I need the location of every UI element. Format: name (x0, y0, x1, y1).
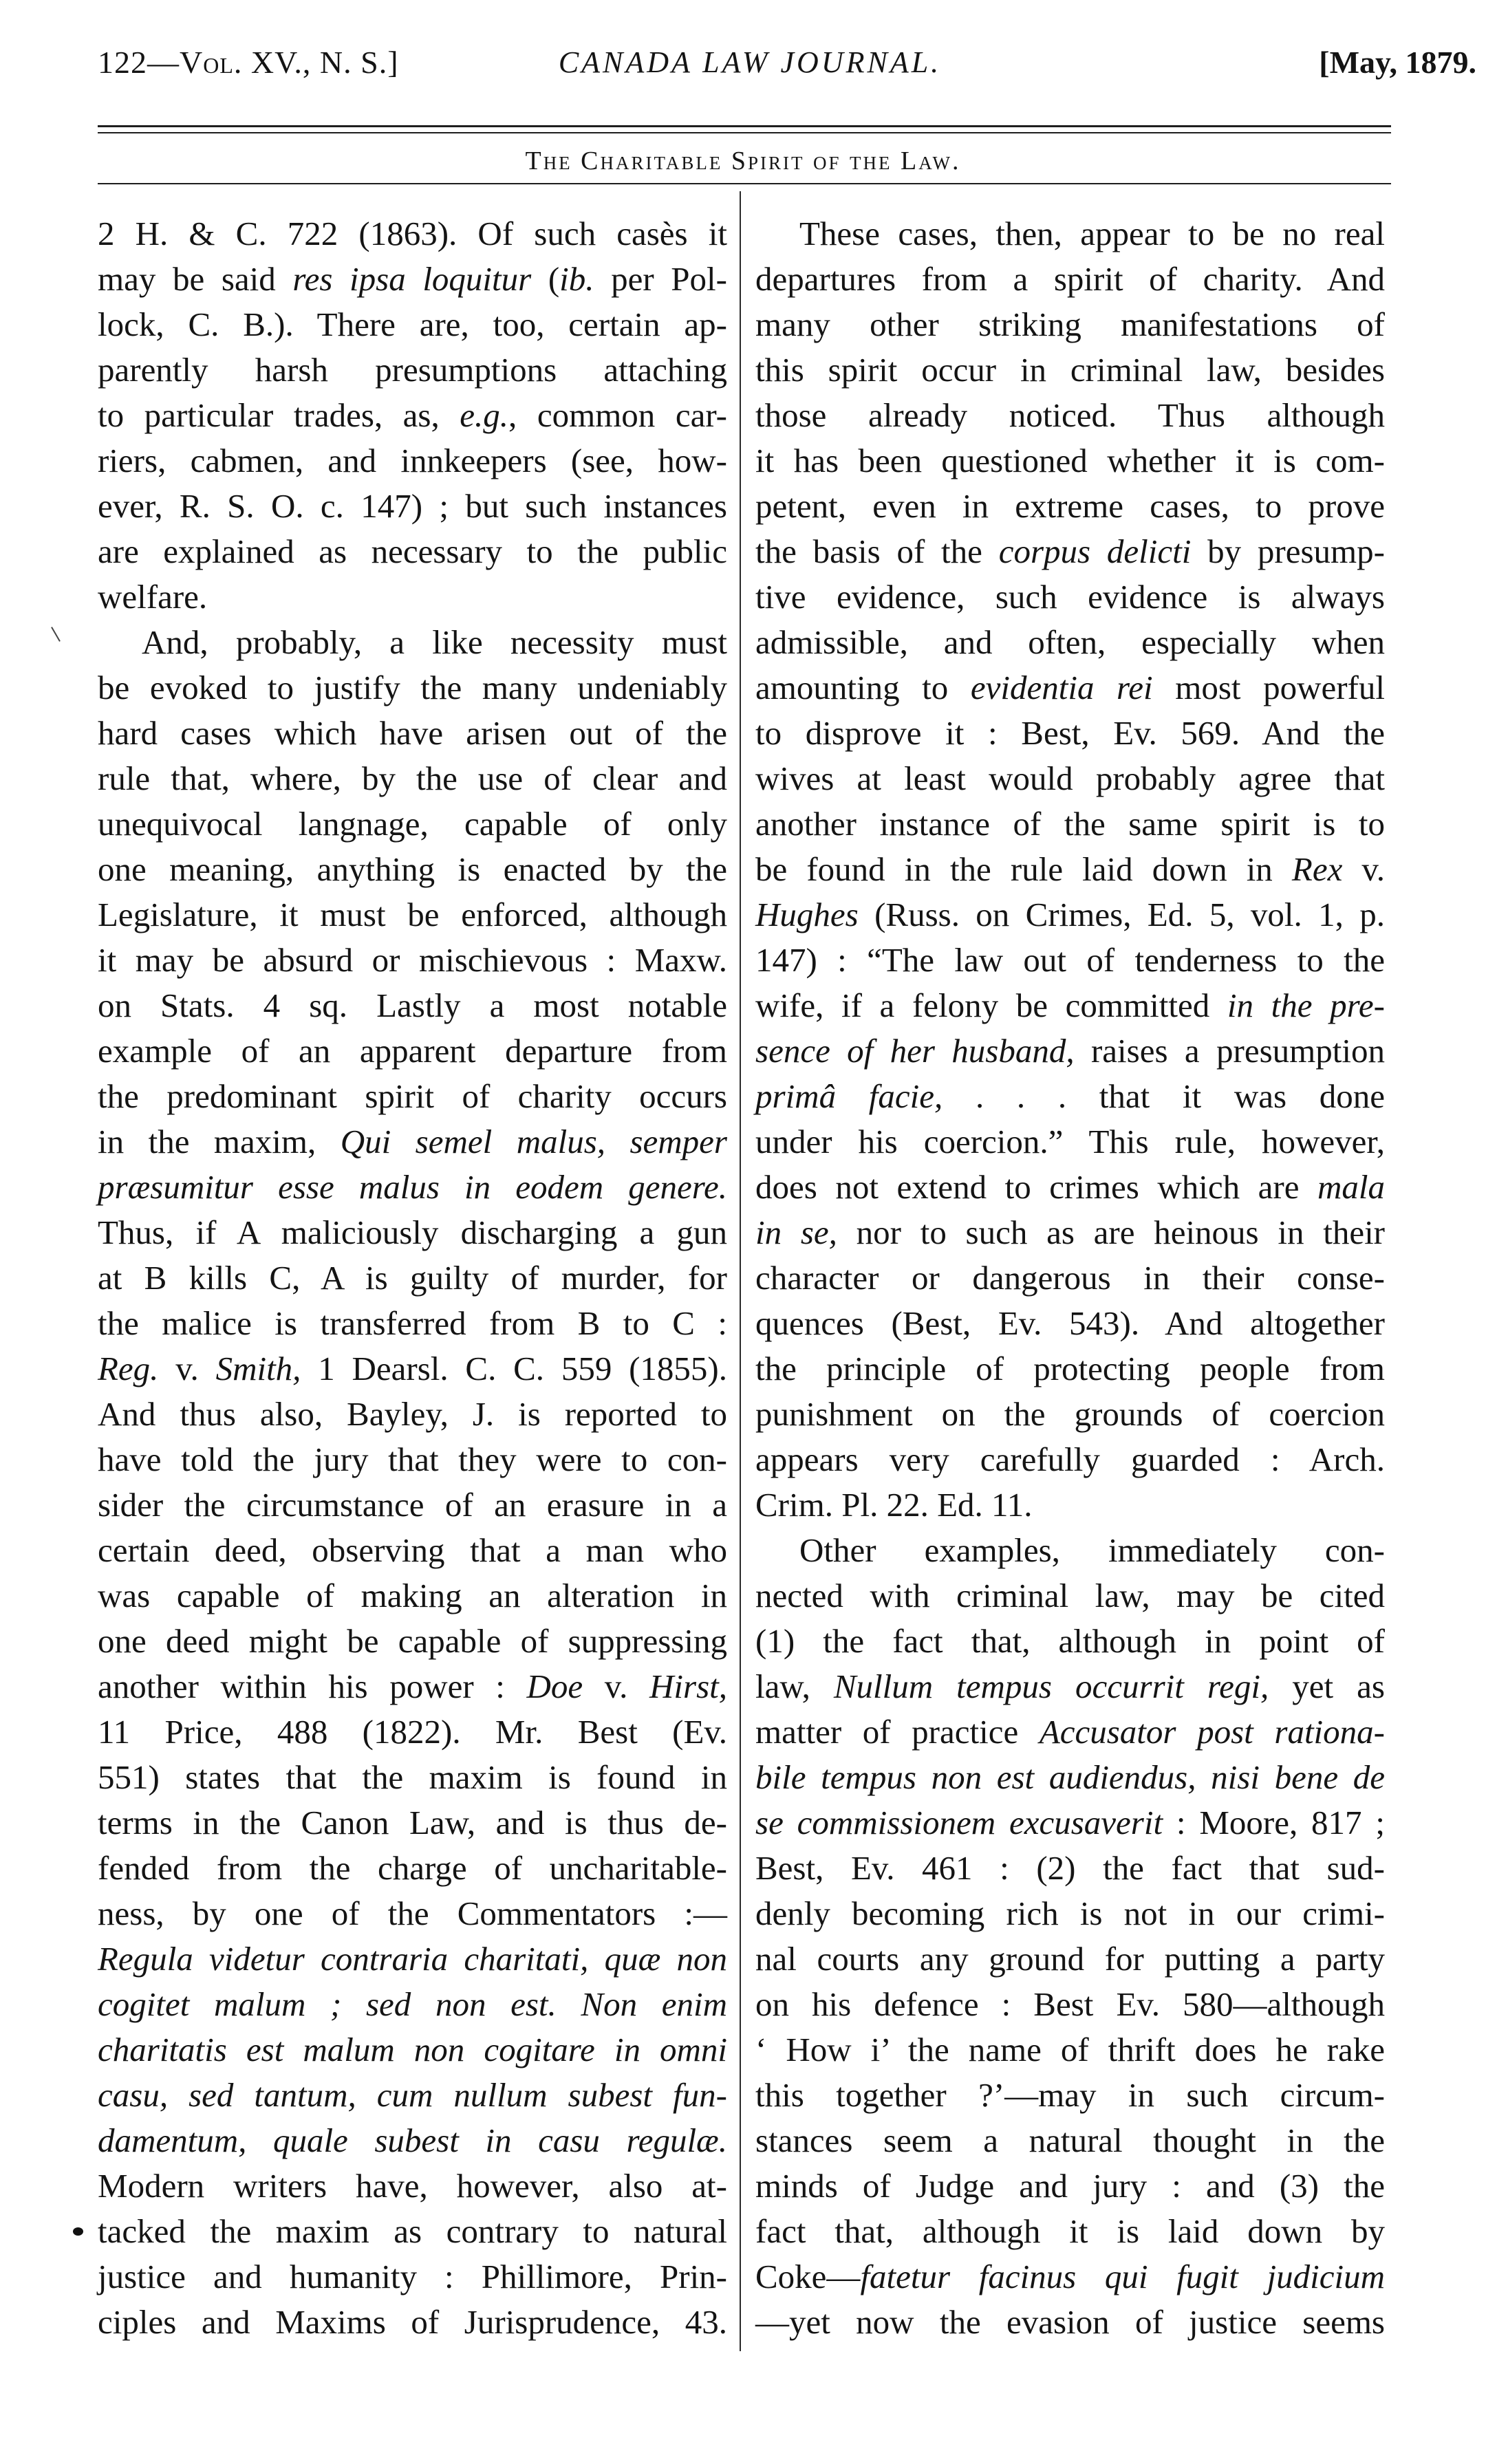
text-line: petent, even in extreme cases, to prove (755, 487, 1385, 525)
text-line: this spirit occur in criminal law, besides (755, 351, 1385, 389)
italic-text: præsumitur esse malus in eodem genere. (98, 1168, 727, 1206)
text-line: the principle of protecting people from (755, 1350, 1385, 1387)
text-run: by presump- (1191, 532, 1385, 570)
text-line: These cases, then, appear to be no real (799, 215, 1385, 252)
text-line: the malice is transferred from B to C : (98, 1304, 727, 1342)
text-line (98, 1982, 727, 2027)
text-run: (Russ. on Crimes, Ed. 5, vol. 1, p. (858, 896, 1385, 933)
text-line (98, 2073, 727, 2118)
text-line: 551) states that the maxim is found in (98, 1758, 727, 1796)
text-line: tive evidence, such evidence is always (755, 578, 1385, 616)
text-line (755, 847, 1385, 892)
text-line (755, 665, 1385, 711)
text-line: 11 Price, 488 (1822). Mr. Best (Ev. (98, 1713, 727, 1751)
text-line: was capable of making an alteration in (98, 1577, 727, 1614)
text-line: nal courts any ground for putting a party (755, 1940, 1385, 1978)
text-line: tacked the maxim as contrary to natural (98, 2212, 727, 2250)
text-run: nor to such as are heinous in their (837, 1213, 1386, 1251)
text-run: . . . that it was done (943, 1077, 1386, 1115)
text-line (755, 1210, 1385, 1255)
text-line: minds of Judge and jury : and (3) the (755, 2167, 1385, 2205)
italic-text: charitatis est malum non cogitare in omni (98, 2031, 727, 2068)
text-line: ciples and Maxims of Jurisprudence, 43. (98, 2303, 727, 2341)
text-run: 1 Dearsl. C. C. 559 (1855). (301, 1350, 727, 1387)
text-line: are explained as necessary to the public (98, 532, 727, 570)
text-run: , common car- (508, 396, 727, 434)
text-line: at B kills C, A is guilty of murder, for (98, 1259, 727, 1297)
italic-text: Reg. (98, 1350, 159, 1387)
text-run: per Pol- (594, 260, 727, 298)
paragraph (755, 1528, 1385, 2345)
text-line (98, 2118, 727, 2163)
text-line: justice and humanity : Phillimore, Prin- (98, 2258, 727, 2295)
text-run: wife, if a felony be committed (755, 986, 1227, 1024)
text-line: denly becoming rich is not in our crimi- (755, 1894, 1385, 1932)
text-line (755, 983, 1385, 1028)
text-line: one deed might be capable of suppressing (98, 1622, 727, 1660)
text-line: riers, cabmen, and innkeepers (see, how- (98, 442, 727, 479)
paragraph (98, 211, 727, 620)
text-run: law, (755, 1667, 834, 1705)
text-line: stances seem a natural thought in the (755, 2121, 1385, 2159)
italic-text: evidentia rei (970, 669, 1153, 706)
text-line: ness, by one of the Commentators :— (98, 1894, 727, 1932)
title-rule (98, 183, 1391, 184)
text-line: example of an apparent departure from (98, 1032, 727, 1070)
text-line: on Stats. 4 sq. Lastly a most notable (98, 986, 727, 1024)
text-line: certain deed, observing that a man who (98, 1531, 727, 1569)
italic-text: Doe (526, 1667, 583, 1705)
text-line: be evoked to justify the many undeniably (98, 669, 727, 706)
text-line: Thus, if A maliciously discharging a gun (98, 1213, 727, 1251)
italic-text: Hirst, (649, 1667, 728, 1705)
text-line: unequivocal langnage, capable of only (98, 805, 727, 843)
text-run: be found in the rule laid down in (755, 850, 1292, 888)
text-line (755, 1074, 1385, 1119)
italic-text: in se, (755, 1213, 837, 1251)
column-divider (740, 191, 741, 2351)
text-run: v. (1342, 850, 1385, 888)
text-line: under his coercion.” This rule, however, (755, 1123, 1385, 1160)
text-line (98, 1936, 727, 1982)
text-line (98, 1165, 727, 1210)
text-line: it has been questioned whether it is com- (755, 442, 1385, 479)
italic-text: Qui semel malus, semper (340, 1123, 727, 1160)
italic-text: cogitet malum ; sed non est. Non enim (98, 1985, 727, 2023)
italic-text: corpus delicti (998, 532, 1192, 570)
italic-text: mala (1317, 1168, 1385, 1206)
text-run: in the maxim, (98, 1123, 341, 1160)
italic-text: sence of her husband, (755, 1032, 1075, 1070)
scan-blot (73, 2227, 83, 2236)
text-line (98, 393, 727, 438)
journal-title: CANADA LAW JOURNAL. (558, 45, 942, 79)
text-line: the predominant spirit of charity occurs (98, 1077, 727, 1115)
text-line: wives at least would probably agree that (755, 759, 1385, 797)
text-line (98, 1346, 727, 1392)
text-line: appears very carefully guarded : Arch. (755, 1440, 1385, 1478)
paragraph (755, 211, 1385, 1528)
italic-text: primâ facie, (755, 1077, 943, 1115)
text-run: yet as (1269, 1667, 1385, 1705)
italic-text: se commissionem excusaverit (755, 1804, 1163, 1841)
italic-text: ib. (559, 260, 594, 298)
text-run: : Moore, 817 ; (1163, 1804, 1385, 1841)
text-line: And thus also, Bayley, J. is reported to (98, 1395, 727, 1433)
text-line: fact that, although it is laid down by (755, 2212, 1385, 2250)
text-line (755, 1028, 1385, 1074)
text-run: v. (583, 1667, 649, 1705)
italic-text: Nullum tempus occurrit regi, (833, 1667, 1269, 1705)
text-run: matter of practice (755, 1713, 1040, 1751)
text-line: (1) the fact that, although in point of (755, 1622, 1385, 1660)
text-line: Best, Ev. 461 : (2) the fact that sud- (755, 1849, 1385, 1887)
issue-date: [May, 1879. (1319, 45, 1476, 80)
text-line (98, 1119, 727, 1165)
italic-text: Rex (1291, 850, 1343, 888)
text-line (755, 2254, 1385, 2300)
text-line (755, 1664, 1385, 1709)
text-line: quences (Best, Ev. 543). And altogether (755, 1304, 1385, 1342)
text-line: sider the circumstance of an erasure in a (98, 1486, 727, 1524)
text-line: punishment on the grounds of coercion (755, 1395, 1385, 1433)
text-run: ( (531, 260, 560, 298)
text-line: on his defence : Best Ev. 580—although (755, 1985, 1385, 2023)
text-line: departures from a spirit of charity. And (755, 260, 1385, 298)
text-run: Coke— (755, 2258, 861, 2295)
text-line: rule that, where, by the use of clear and (98, 759, 727, 797)
text-run: raises a presumption (1074, 1032, 1385, 1070)
text-line: ever, R. S. O. c. 147) ; but such instances (98, 487, 727, 525)
italic-text: Regula videtur contraria charitati, quæ non (98, 1940, 727, 1978)
text-line: lock, C. B.). There are, too, certain ap- (98, 305, 727, 343)
text-run: to particular trades, as, (98, 396, 460, 434)
text-line: Crim. Pl. 22. Ed. 11. (755, 1486, 1033, 1524)
header-rule-thin (98, 132, 1391, 133)
text-run: the basis of the (755, 532, 999, 570)
text-line: fended from the charge of uncharitable- (98, 1849, 727, 1887)
italic-text: casu, sed tantum, cum nullum subest fun- (98, 2076, 727, 2114)
italic-text: Hughes (755, 896, 859, 933)
italic-text: fatetur facinus qui fugit judicium (860, 2258, 1385, 2295)
text-line (755, 1800, 1385, 1846)
text-line: ‘ How i’ the name of thrift does he rake (755, 2031, 1385, 2068)
text-line (755, 529, 1385, 574)
text-line: have told the jury that they were to con- (98, 1440, 727, 1478)
text-line: to disprove it : Best, Ev. 569. And the (755, 714, 1385, 752)
text-line (755, 1165, 1385, 1210)
text-line: many other striking manifestations of (755, 305, 1385, 343)
page-reference: 122—Vol. XV., N. S.] (98, 45, 399, 80)
italic-text: in the pre- (1227, 986, 1385, 1024)
text-line: welfare. (98, 578, 208, 616)
text-line: terms in the Canon Law, and is thus de- (98, 1804, 727, 1841)
italic-text: res ipsa loquitur (292, 260, 532, 298)
text-run: most powerful (1152, 669, 1385, 706)
text-line: parently harsh presumptions attaching (98, 351, 727, 389)
text-line: those already noticed. Thus although (755, 396, 1385, 434)
text-line (98, 2027, 727, 2073)
text-line: Modern writers have, however, also at- (98, 2167, 727, 2205)
text-line: hard cases which have arisen out of the (98, 714, 727, 752)
running-title: The Charitable Spirit of the Law. (525, 147, 961, 175)
italic-text: Smith, (215, 1350, 301, 1387)
text-line (98, 1664, 727, 1709)
text-run: v. (158, 1350, 216, 1387)
text-line: 2 H. & C. 722 (1863). Of such casès it (98, 215, 727, 252)
text-line: it may be absurd or mischievous : Maxw. (98, 941, 727, 979)
text-line (755, 892, 1385, 938)
text-line: this together ?’—may in such circum- (755, 2076, 1385, 2114)
italic-text: e.g. (460, 396, 509, 434)
scan-mark (51, 627, 61, 642)
text-line: And, probably, a like necessity must (142, 623, 727, 661)
italic-text: bile tempus non est audiendus, nisi bene de (755, 1758, 1385, 1796)
text-line (755, 1709, 1385, 1755)
text-line: one meaning, anything is enacted by the (98, 850, 727, 888)
header-rule-thick (98, 125, 1391, 127)
text-line: admissible, and often, especially when (755, 623, 1385, 661)
italic-text: Accusator post rationa- (1039, 1713, 1385, 1751)
text-line (755, 1755, 1385, 1800)
text-line: 147) : “The law out of tenderness to the (755, 941, 1385, 979)
text-line: nected with criminal law, may be cited (755, 1577, 1385, 1614)
text-run: another within his power : (98, 1667, 527, 1705)
paragraph (98, 620, 727, 2345)
right-column (755, 211, 1385, 2345)
italic-text: damentum, quale subest in casu regulæ. (98, 2121, 727, 2159)
text-line: —yet now the evasion of justice seems (755, 2303, 1385, 2341)
text-line: Legislature, it must be enforced, although (98, 896, 727, 933)
text-line (98, 257, 727, 302)
text-run: does not extend to crimes which are (755, 1168, 1317, 1206)
text-line: character or dangerous in their conse- (755, 1259, 1385, 1297)
text-line: another instance of the same spirit is to (755, 805, 1385, 843)
text-run: may be said (98, 260, 293, 298)
left-column (98, 211, 727, 2345)
text-line: Other examples, immediately con- (799, 1531, 1385, 1569)
text-run: amounting to (755, 669, 971, 706)
